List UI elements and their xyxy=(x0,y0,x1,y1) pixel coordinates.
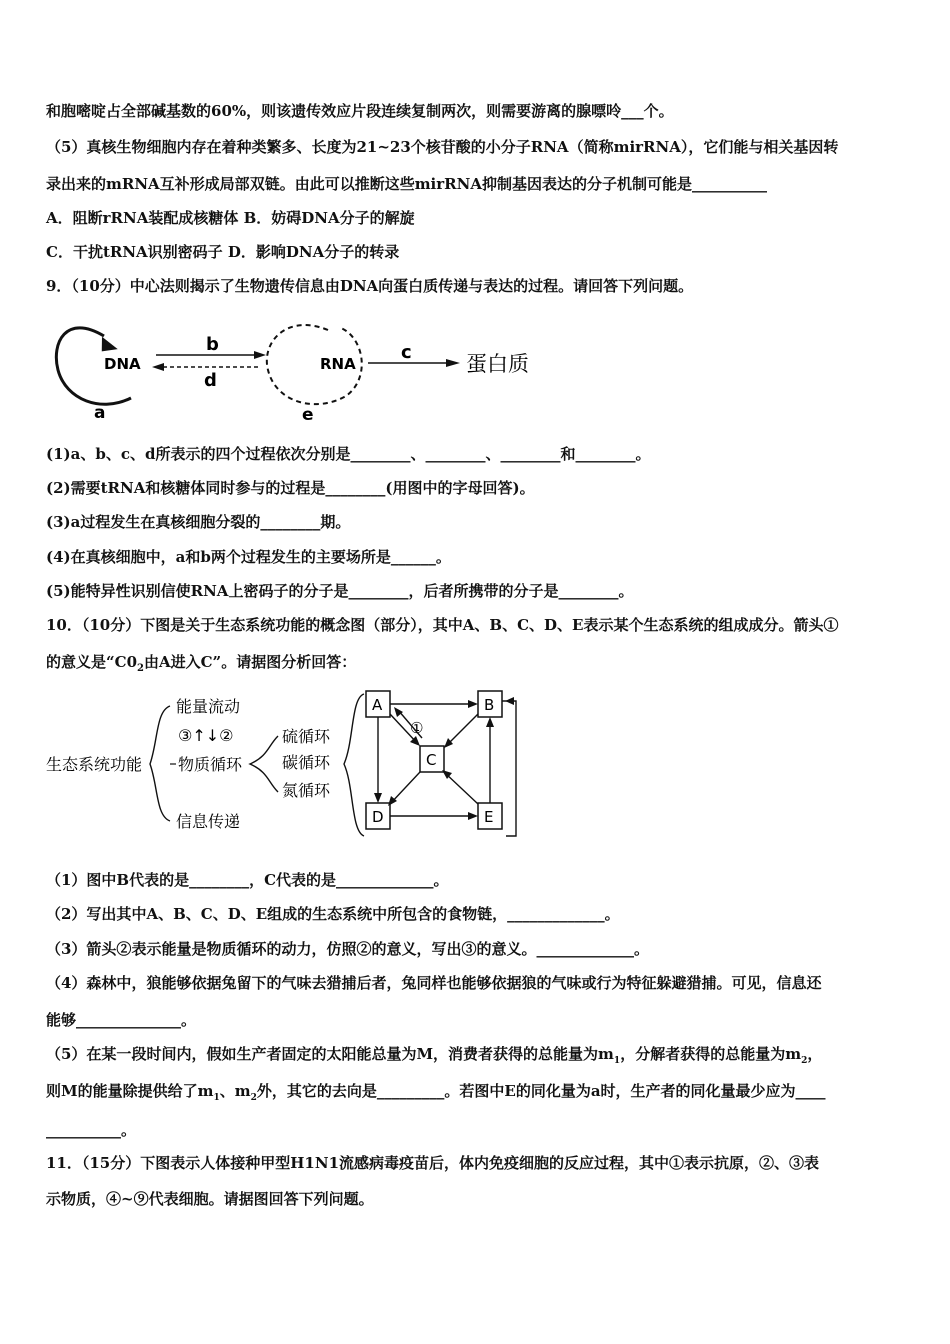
info-transfer-label: 信息传递 xyxy=(176,812,241,831)
q11-stem-2: 示物质，④~⑨代表细胞。请据图回答下列问题。 xyxy=(46,1190,374,1208)
q10-sub-1: （1）图中B代表的是________，C代表的是_____________。 xyxy=(46,871,449,889)
box-b-label: B xyxy=(484,696,495,714)
box-a-label: A xyxy=(372,696,383,714)
q11-stem-1: 11．（15分）下图表示人体接种甲型H1N1流感病毒疫苗后，体内免疫细胞的反应过程，其中①表示抗原，②、③表 xyxy=(46,1154,820,1172)
q9-sub-1: (1)a、b、c、d所表示的四个过程依次分别是________、________、________和________。 xyxy=(46,445,651,463)
q8-option-cd: C．干扰tRNA识别密码子 D．影响DNA分子的转录 xyxy=(46,243,400,261)
q10-sub-5a: （5）在某一段时间内，假如生产者固定的太阳能总量为M，消费者获得的总能量为$m_1$，分解者获得的总能量为$m_2$， xyxy=(46,1045,823,1066)
sulfur-cycle-label: 硫循环 xyxy=(282,727,331,746)
dna-label: DNA xyxy=(104,355,141,373)
q10-sub-4b: 能够______________。 xyxy=(46,1011,197,1029)
central-dogma-diagram xyxy=(46,308,556,428)
q10-sub-5c: __________。 xyxy=(46,1121,137,1139)
q8-line-3: 录出来的mRNA互补形成局部双链。由此可以推断这些mirRNA抑制基因表达的分子机制可能是__________ xyxy=(46,175,767,193)
q9-sub-3: (3)a过程发生在真核细胞分裂的________期。 xyxy=(46,513,351,531)
q9-sub-5: (5)能特异性识别信使RNA上密码子的分子是________，后者所携带的分子是________。 xyxy=(46,582,634,600)
q9-sub-2: (2)需要tRNA和核糖体同时参与的过程是________(用图中的字母回答)。 xyxy=(46,479,535,497)
carbon-cycle-label: 碳循环 xyxy=(282,753,331,772)
arrow-1-label: ① xyxy=(410,719,424,737)
label-d: d xyxy=(204,370,217,391)
q10-sub-5b: 则M的能量除提供给了$m_1$、$m_2$外，其它的去向是_________。若图中E的同化量为a时，生产者的同化量最少应为____ xyxy=(46,1082,826,1103)
q10-stem-1: 10．（10分）下图是关于生态系统功能的概念图（部分），其中A、B、C、D、E表示某个生态系统的组成成分。箭头① xyxy=(46,616,839,634)
label-a: a xyxy=(94,403,106,423)
protein-label: 蛋白质 xyxy=(466,352,529,376)
box-e-label: E xyxy=(484,808,494,826)
q9-sub-4: (4)在真核细胞中，a和b两个过程发生的主要场所是______。 xyxy=(46,548,451,566)
q10-sub-2: （2）写出其中A、B、C、D、E组成的生态系统中所包含的食物链，_____________。 xyxy=(46,905,620,923)
matter-cycle-label: 物质循环 xyxy=(178,755,243,774)
q8-line-1: 和胞嘧啶占全部碱基数的60%，则该遗传效应片段连续复制两次，则需要游离的腺嘌呤___个。 xyxy=(46,102,674,120)
q10-sub-3: （3）箭头②表示能量是物质循环的动力，仿照②的意义，写出③的意义。_____________。 xyxy=(46,940,649,958)
q8-option-ab: A．阻断rRNA装配成核糖体 B．妨碍DNA分子的解旋 xyxy=(46,209,415,227)
arrows-2-3-label: ③↑↓② xyxy=(178,726,234,745)
q8-line-2: （5）真核生物细胞内存在着种类繁多、长度为21~23个核苷酸的小分子RNA（简称mirRNA），它们能与相关基因转 xyxy=(46,138,839,156)
q10-stem-2: 的意义是“$C0_2$由A进入C”。请据图分析回答： xyxy=(46,653,357,674)
label-b: b xyxy=(206,334,219,355)
label-e: e xyxy=(302,405,314,425)
rna-label: RNA xyxy=(320,355,356,373)
ecosystem-function-label: 生态系统功能 xyxy=(46,755,143,774)
box-c-label: C xyxy=(426,751,437,769)
box-d-label: D xyxy=(372,808,384,826)
q10-sub-4a: （4）森林中，狼能够依据兔留下的气味去猎捕后者，兔同样也能够依据狼的气味或行为特征躲避猎捕。可见，信息还 xyxy=(46,974,822,992)
energy-flow-label: 能量流动 xyxy=(176,697,241,716)
label-c: c xyxy=(401,342,412,363)
ecosystem-function-diagram xyxy=(46,686,531,846)
nitrogen-cycle-label: 氮循环 xyxy=(282,781,331,800)
q9-stem: 9．（10分）中心法则揭示了生物遗传信息由DNA向蛋白质传递与表达的过程。请回答下列问题。 xyxy=(46,277,694,295)
